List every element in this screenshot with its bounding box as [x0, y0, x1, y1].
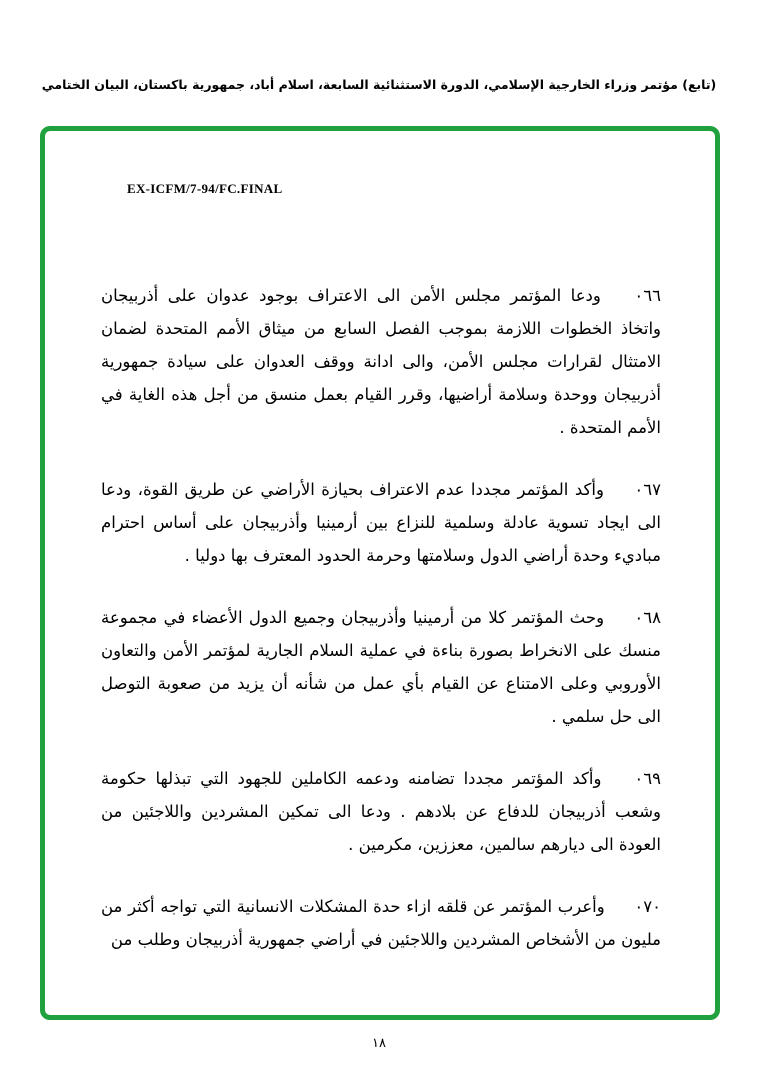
paragraph-69	[101, 762, 661, 861]
document-reference-code: EX-ICFM/7-94/FC.FINAL	[127, 181, 283, 196]
paragraph-68	[101, 601, 661, 733]
paragraph-list	[101, 279, 661, 956]
paragraph-70	[101, 890, 661, 956]
paragraph-66	[101, 279, 661, 444]
paragraph-69-text: وأكد المؤتمر مجددا تضامنه ودعمه الكاملين للجهود التي تبذلها حكومة وشعب أذربيجان للدفاع عن بلادهم . ودعا الى تمكين المشردين واللاجئين من العودة الى ديارهم سالمين، معززين، مكرمين .	[101, 769, 661, 854]
paragraph-68-text: وحث المؤتمر كلا من أرمينيا وأذربيجان وجميع الدول الأعضاء في مجموعة منسك على الانخراط بصورة بناءة في عملية السلام الجارية لمؤتمر الأمن والتعاون الأوروبي وعلى الامتناع عن القيام بأي عمل من شأنه أن يزيد من صعوبة التوصل الى حل سلمي .	[101, 608, 661, 726]
paragraph-69-number: ٠٦٩	[634, 769, 662, 788]
paragraph-67-number: ٠٦٧	[634, 480, 662, 499]
paragraph-67	[101, 473, 661, 572]
paragraph-66-number: ٠٦٦	[634, 286, 661, 305]
paragraph-70-text: وأعرب المؤتمر عن قلقه ازاء حدة المشكلات الانسانية التي تواجه أكثر من مليون من الأشخاص المشردين واللاجئين في أراضي جمهورية أذربيجان وطلب من	[101, 897, 661, 949]
green-border-frame	[40, 126, 720, 1020]
paragraph-66-text: ودعا المؤتمر مجلس الأمن الى الاعتراف بوجود عدوان على أذربيجان واتخاذ الخطوات اللازمة بموجب الفصل السابع من ميثاق الأمم المتحدة لضمان الامتثال لقرارات مجلس الأمن، والى ادانة ووقف العدوان على سيادة جمهورية أذربيجان ووحدة وسلامة أراضيها، وقرر القيام بعمل منسق من أجل هذه الغاية في الأمم المتحدة .	[101, 286, 661, 437]
document-header-line: (تابع) مؤتمر وزراء الخارجية الإسلامي، الدورة الاستثنائية السابعة، اسلام أباد، جمهورية باكستان، البيان الختامي	[41, 77, 717, 92]
paragraph-70-number: ٠٧٠	[634, 897, 662, 916]
paragraph-68-number: ٠٦٨	[634, 608, 661, 627]
page-number: ١٨	[372, 1036, 386, 1051]
paragraph-67-text: وأكد المؤتمر مجددا عدم الاعتراف بحيازة الأراضي عن طريق القوة، ودعا الى ايجاد تسوية عادلة وسلمية للنزاع بين أرمينيا وأذربيجان على أساس احترام مباديء وحدة أراضي الدول وسلامتها وحرمة الحدود المعترف بها دوليا .	[101, 480, 661, 565]
